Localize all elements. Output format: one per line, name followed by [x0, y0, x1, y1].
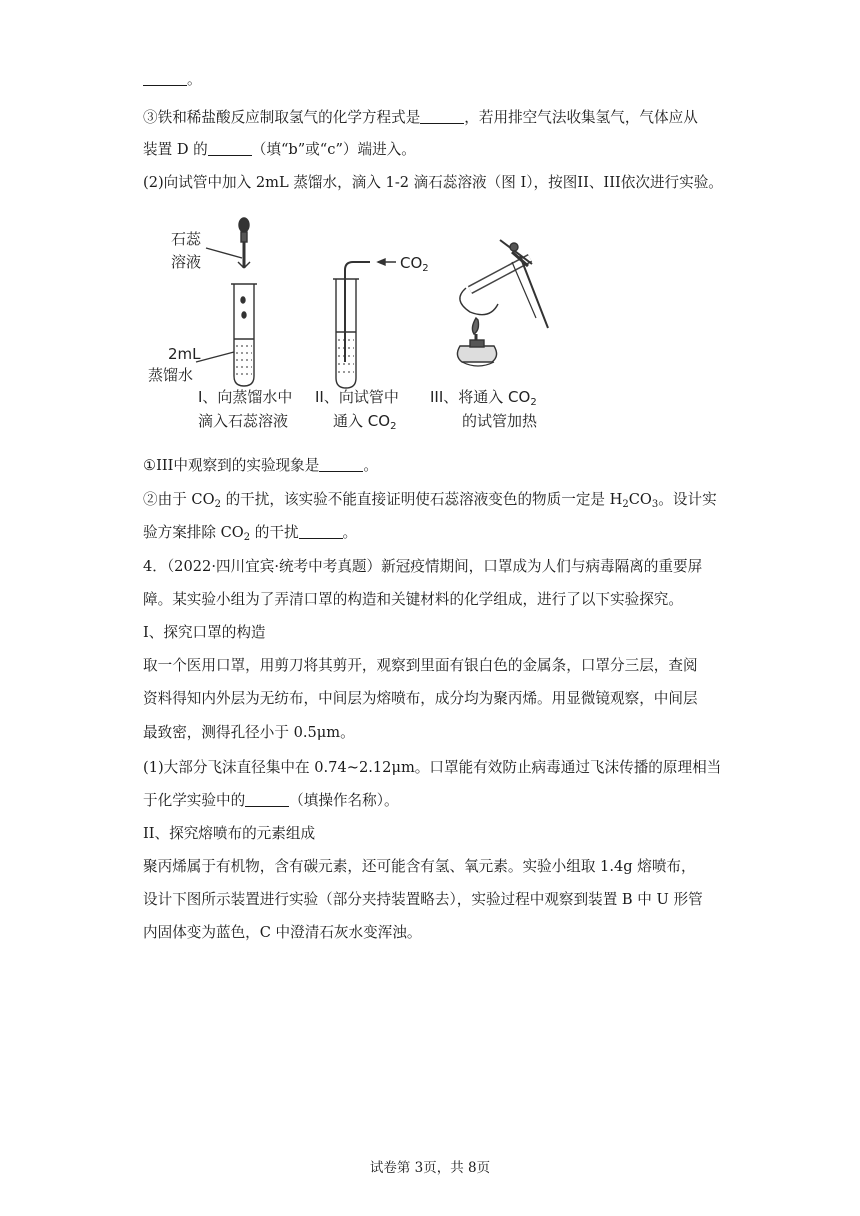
- caption-3-line-2: 的试管加热: [462, 412, 538, 430]
- line-12: 最致密，测得孔径小于 0.5μm。: [143, 724, 355, 741]
- water-label-1: 2mL: [168, 345, 201, 363]
- line-6: 验方案排除 $CO_2$ 的干扰 。: [143, 524, 358, 543]
- litmus-label-1: 石蕊: [171, 230, 202, 248]
- line-15: II、探究熔喷布的元素组成: [143, 825, 316, 842]
- line-1: ③铁和稀盐酸反应制取氢气的化学方程式是 ，若用排空气法收集氢气，气体应从: [143, 109, 698, 126]
- line-10: 取一个医用口罩，用剪刀将其剪开，观察到里面有银白色的金属条，口罩分三层，查阅: [143, 657, 698, 674]
- heating-apparatus-icon: [457, 240, 548, 366]
- line-5: ②由于 $CO_2$ 的干扰，该实验不能直接证明使石蕊溶液变色的物质一定是 $H_2CO_3$。设计实: [143, 491, 717, 510]
- line-18: 内固体变为蓝色，C 中澄清石灰水变浑浊。: [143, 924, 422, 941]
- line-11: 资料得知内外层为无纺布，中间层为熔喷布，成分均为聚丙烯。用显微镜观察，中间层: [143, 690, 698, 707]
- test-tube-2: [333, 259, 396, 388]
- page-footer: 试卷第 3页，共 8页: [369, 1160, 491, 1176]
- line-9: I、探究口罩的构造: [143, 624, 266, 641]
- water-label-2: 蒸馏水: [148, 366, 194, 384]
- answer-blank[interactable]: [420, 109, 464, 124]
- test-tube-1: [196, 284, 257, 386]
- answer-blank[interactable]: [299, 524, 343, 539]
- caption-1-line-1: I、向蒸馏水中: [198, 388, 293, 406]
- dropper-icon: [238, 218, 250, 268]
- caption-2-line-1: II、向试管中: [315, 388, 399, 406]
- line-0: 。: [143, 70, 202, 90]
- litmus-label-2: 溶液: [171, 253, 202, 271]
- caption-3-line-1: III、将通入 $CO_2$: [430, 388, 537, 408]
- caption-1-line-2: 滴入石蕊溶液: [198, 412, 289, 430]
- answer-blank[interactable]: [143, 71, 187, 86]
- co2-arrow-label: $CO_2$: [400, 254, 429, 274]
- caption-2-line-2: 通入 $CO_2$: [333, 412, 397, 432]
- line-4: ①III中观察到的实验现象是 。: [143, 457, 378, 474]
- line-17: 设计下图所示装置进行实验（部分夹持装置略去），实验过程中观察到装置 B 中 U 形管: [143, 891, 703, 908]
- line-14: 于化学实验中的 （填操作名称）。: [143, 792, 399, 809]
- answer-blank[interactable]: [245, 792, 289, 807]
- line-16: 聚丙烯属于有机物，含有碳元素，还可能含有氢、氧元素。实验小组取 1.4g 熔喷布，: [143, 858, 696, 875]
- answer-blank[interactable]: [208, 141, 252, 156]
- line-13: (1)大部分飞沫直径集中在 0.74~2.12μm。口罩能有效防止病毒通过飞沫传播的原理相当: [143, 759, 722, 776]
- answer-blank[interactable]: [319, 457, 363, 472]
- line-2: 装置 D 的 （填“b”或“c”）端进入。: [143, 141, 416, 158]
- line-3: (2)向试管中加入 2mL 蒸馏水，滴入 1-2 滴石蕊溶液（图 I），按图II、III依次进行实验。: [143, 174, 723, 191]
- line-7: 4．（2022·四川宜宾·统考中考真题）新冠疫情期间，口罩成为人们与病毒隔离的重要屏: [143, 558, 703, 575]
- line-8: 障。某实验小组为了弄清口罩的构造和关键材料的化学组成，进行了以下实验探究。: [143, 591, 683, 608]
